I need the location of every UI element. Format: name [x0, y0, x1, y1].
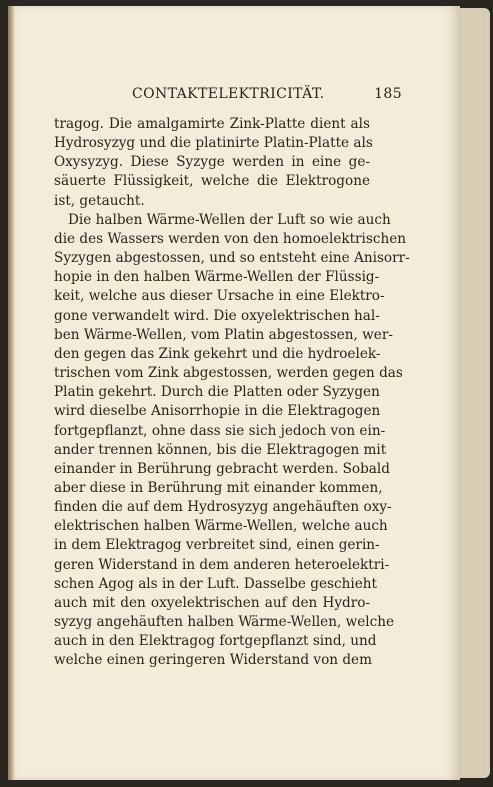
- page-gutter: [8, 6, 14, 780]
- page-number: 185: [374, 86, 402, 102]
- running-head: CONTAKTELEKTRICITÄT.: [132, 86, 325, 102]
- text-line: fortgepflanzt, ohne dass sie sich jedoch von ein-: [54, 422, 386, 439]
- text-line: auch mit den oxyelektrischen auf den Hydro-: [54, 594, 370, 611]
- text-line: in dem Elektragog verbreitet sind, einen gerin-: [54, 537, 380, 554]
- text-line: gone verwandelt wird. Die oxyelektrischen hal-: [54, 307, 380, 324]
- text-line: Hydrosyzyg und die platinirte Platin-Platte als: [54, 135, 373, 152]
- text-line: elektrischen halben Wärme-Wellen, welche auch: [54, 518, 388, 535]
- text-line: trischen vom Zink abgestossen, werden gegen das: [54, 365, 403, 382]
- text-line: auch in den Elektragog fortgepflanzt sind, und: [54, 633, 377, 650]
- text-line: Die halben Wärme-Wellen der Luft so wie auch: [68, 211, 391, 228]
- page-header: [62, 86, 402, 106]
- text-line: tragog. Die amalgamirte Zink-Platte dient als: [54, 116, 370, 132]
- text-line: ben Wärme-Wellen, vom Platin abgestossen, wer-: [54, 326, 393, 343]
- text-line: einander in Berührung gebracht werden. Sobald: [54, 460, 390, 477]
- text-line: hopie in den halben Wärme-Wellen der Flüssig-: [54, 269, 380, 286]
- text-line: wird dieselbe Anisorrhopie in die Elektragogen: [54, 403, 381, 420]
- text-line: den gegen das Zink gekehrt und die hydroelek-: [54, 345, 381, 362]
- body-text: [54, 115, 410, 671]
- text-line: schen Agog als in der Luft. Dasselbe geschieht: [54, 575, 377, 592]
- text-line: keit, welche aus dieser Ursache in eine Elektro-: [54, 288, 385, 305]
- text-line: geren Widerstand in dem anderen heteroelektri-: [54, 556, 390, 573]
- text-line: aber diese in Berührung mit einander kommen,: [54, 479, 383, 496]
- text-line: Platin gekehrt. Durch die Platten oder Syzygen: [54, 384, 380, 401]
- text-line: säuerte Flüssigkeit, welche die Elektrogone: [54, 173, 370, 190]
- text-line: Syzygen abgestossen, und so entsteht eine Anisorr-: [54, 250, 410, 267]
- text-line: ist, getaucht.: [54, 192, 145, 209]
- text-line: Oxysyzyg. Diese Syzyge werden in eine ge-: [54, 154, 370, 171]
- text-line: die des Wassers werden von den homoelektrischen: [54, 230, 407, 247]
- text-line: finden die auf dem Hydrosyzyg angehäuften oxy-: [54, 499, 392, 516]
- text-line: syzyg angehäuften halben Wärme-Wellen, welche: [54, 614, 395, 631]
- text-line: ander trennen können, bis die Elektragogen mit: [54, 441, 387, 458]
- text-line: welche einen geringeren Widerstand von dem: [54, 652, 372, 669]
